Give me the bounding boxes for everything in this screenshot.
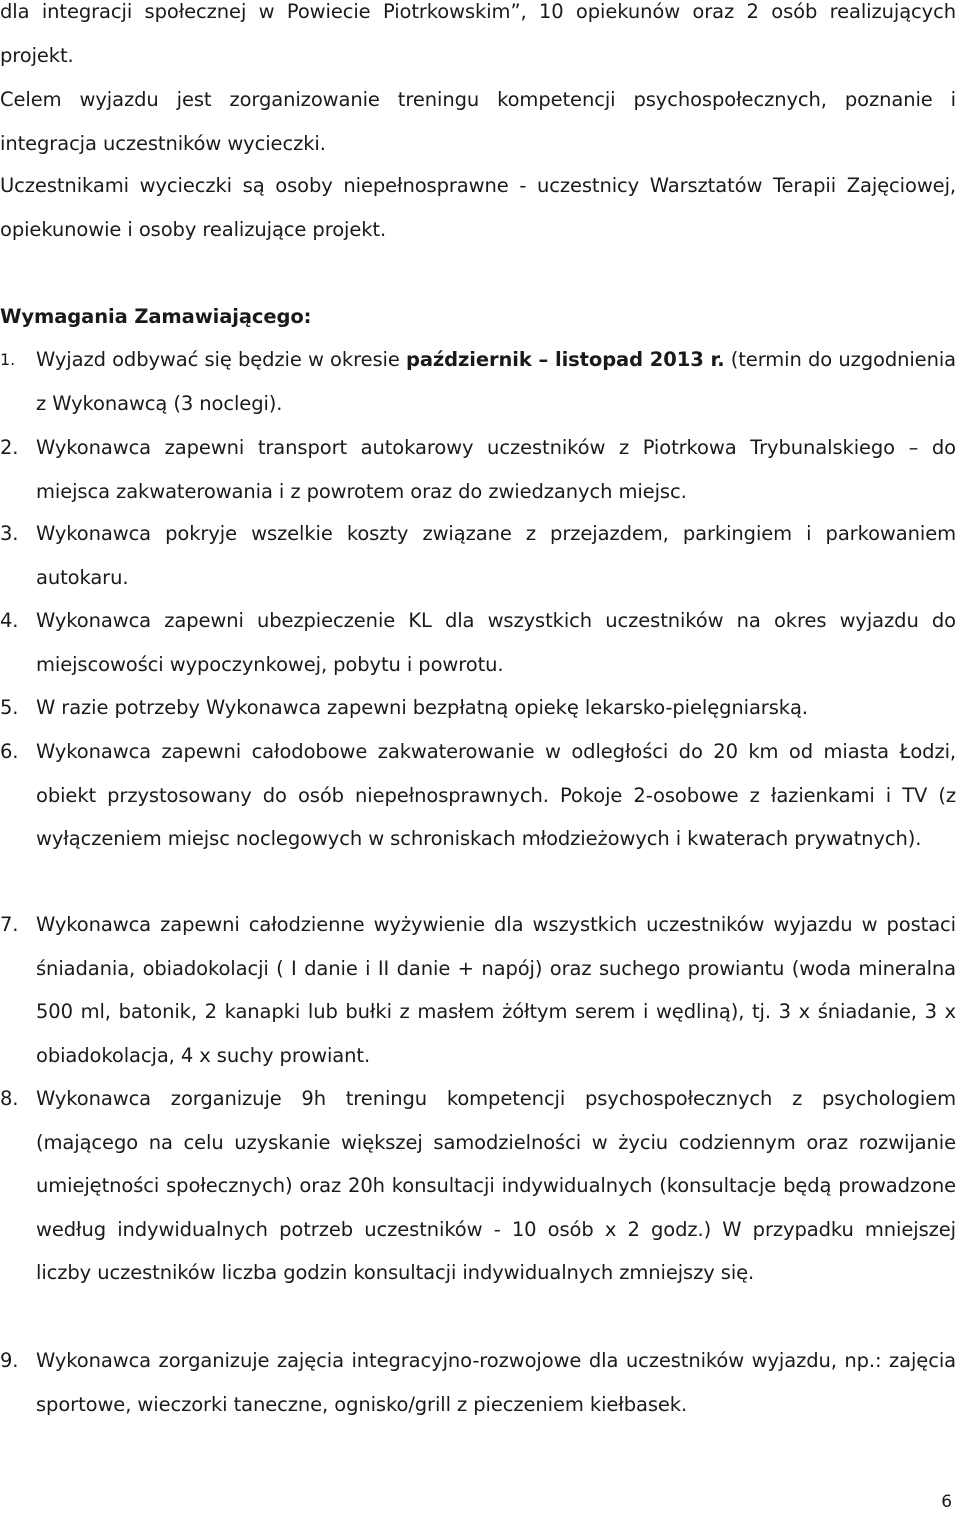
item-number: 8. — [0, 1087, 19, 1110]
intro-paragraph-3: Uczestnikami wycieczki są osoby niepełnosprawne - uczestnicy Warsztatów Terapii Zajęciowej, opiekunowie i osoby realizujące projekt. — [0, 174, 956, 241]
requirement-item-3 — [0, 512, 956, 599]
item-text: Wykonawca zapewni całodobowe zakwaterowanie w odległości do 20 km od miasta Łodzi, obiekt przystosowany do osób niepełnosprawnych. Pokoje 2-osobowe z łazienkami i TV (z wyłączeniem miejsc noclegowych w schroniskach młodzieżowych i kwaterach prywatnych). — [36, 740, 956, 850]
item-text: Wykonawca zorganizuje zajęcia integracyjno-rozwojowe dla uczestników wyjazdu, np.: zajęcia sportowe, wieczorki taneczne, ognisko/grill z pieczeniem kiełbasek. — [36, 1349, 956, 1416]
requirement-item-4 — [0, 599, 956, 686]
item-text: W razie potrzeby Wykonawca zapewni bezpłatną opiekę lekarsko-pielęgniarską. — [36, 696, 808, 719]
item-number: 6. — [0, 740, 19, 763]
item-text-bold-period: październik – listopad 2013 r. — [405, 348, 725, 371]
item-number: 2. — [0, 436, 19, 459]
item-text: Wykonawca zorganizuje 9h treningu kompetencji psychospołecznych z psychologiem (mającego na celu uzyskanie większej samodzielności w życiu codziennym oraz rozwijanie umiejętności społecznych) oraz 20h konsultacji indywidualnych (konsultacje będą prowadzone według indywidualnych potrzeb uczestników - 10 osób x 2 godz.) W przypadku mniejszej liczby uczestników liczba godzin konsultacji indywidualnych zmniejszy się. — [36, 1087, 956, 1284]
item-number: 7. — [0, 913, 19, 936]
intro-paragraph-2: Celem wyjazdu jest zorganizowanie treningu kompetencji psychospołecznych, poznanie i integracja uczestników wycieczki. — [0, 88, 956, 155]
item-number: 9. — [0, 1349, 19, 1372]
intro-paragraph-1: dla integracji społecznej w Powiecie Piotrkowskim”, 10 opiekunów oraz 2 osób realizujących projekt. — [0, 0, 956, 67]
item-number: 1. — [0, 350, 16, 369]
requirement-item-1 — [0, 338, 956, 425]
requirement-item-9 — [0, 1339, 956, 1426]
item-text-pre: Wyjazd odbywać się będzie w okresie — [36, 348, 406, 371]
item-number: 4. — [0, 609, 19, 632]
requirement-item-7 — [0, 903, 956, 1077]
item-text: Wykonawca zapewni transport autokarowy uczestników z Piotrkowa Trybunalskiego – do miejsca zakwaterowania i z powrotem oraz do zwiedzanych miejsc. — [36, 436, 956, 503]
page-number: 6 — [941, 1492, 952, 1512]
requirement-item-2 — [0, 426, 956, 513]
item-text: Wykonawca zapewni ubezpieczenie KL dla wszystkich uczestników na okres wyjazdu do miejscowości wypoczynkowej, pobytu i powrotu. — [36, 609, 956, 676]
item-number: 3. — [0, 522, 19, 545]
item-text — [36, 338, 956, 425]
item-text: Wykonawca pokryje wszelkie koszty związane z przejazdem, parkingiem i parkowaniem autokaru. — [36, 522, 956, 589]
item-number: 5. — [0, 696, 19, 719]
requirement-item-6 — [0, 730, 956, 861]
requirement-item-5 — [0, 686, 956, 730]
requirements-heading: Wymagania Zamawiającego: — [0, 305, 312, 328]
item-text: Wykonawca zapewni całodzienne wyżywienie dla wszystkich uczestników wyjazdu w postaci śniadania, obiadokolacji ( I danie i II danie + napój) oraz suchego prowiantu (woda mineralna 500 ml, batonik, 2 kanapki lub bułki z masłem żółtym serem i wędliną), tj. 3 x śniadanie, 3 x obiadokolacja, 4 x suchy prowiant. — [36, 913, 956, 1067]
requirement-item-8 — [0, 1077, 956, 1295]
item-text-post: (termin do uzgodnienia z Wykonawcą (3 noclegi). — [36, 348, 956, 415]
